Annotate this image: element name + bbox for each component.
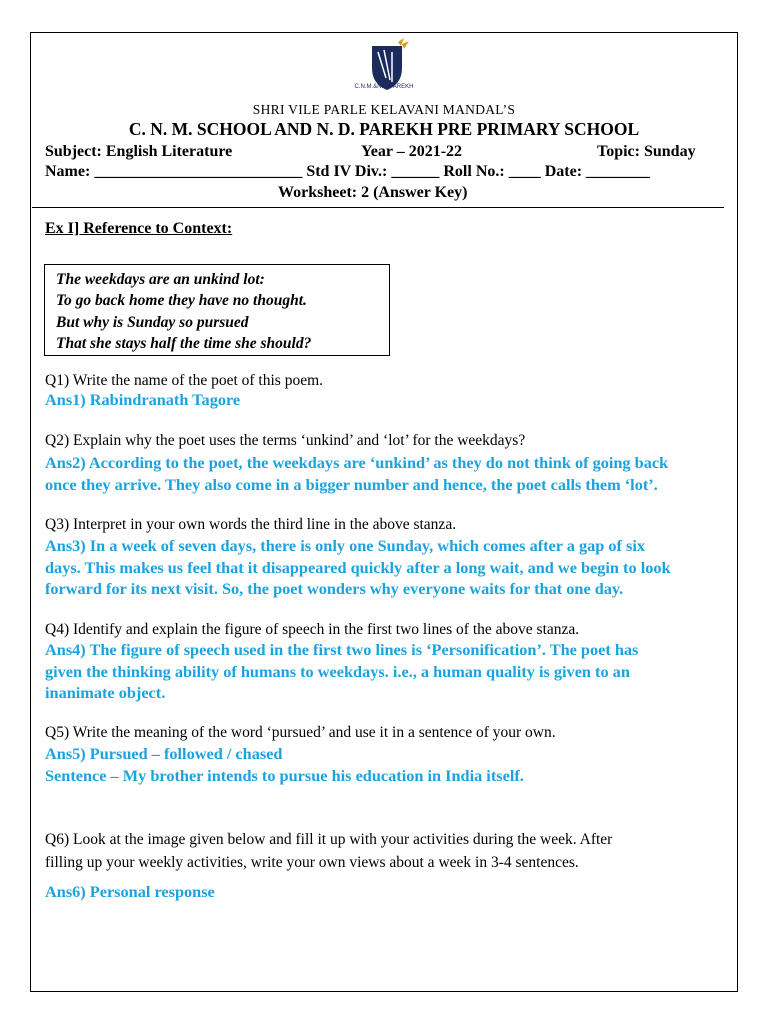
answer-line: Ans2) According to the poet, the weekdays are ‘unkind’ as they do not think of going back	[45, 453, 669, 472]
question-1: Q1) Write the name of the poet of this poem.	[45, 372, 324, 389]
poem-box	[44, 264, 390, 356]
answer-2	[45, 452, 668, 495]
subject-label: Subject: English Literature	[45, 143, 233, 160]
answer-line: Ans5) Pursued – followed / chased	[45, 744, 283, 763]
question-6	[45, 828, 612, 874]
answer-3	[45, 535, 671, 600]
question-5: Q5) Write the meaning of the word ‘pursued’ and use it in a sentence of your own.	[45, 724, 556, 741]
answer-line: Ans3) In a week of seven days, there is only one Sunday, which comes after a gap of six	[45, 536, 646, 555]
year-label: Year – 2021-22	[361, 143, 463, 160]
poem-line: But why is Sunday so pursued	[56, 313, 249, 331]
answer-1: Ans1) Rabindranath Tagore	[45, 390, 241, 409]
poem-line: The weekdays are an unkind lot:	[56, 271, 265, 288]
answer-line: Ans4) The figure of speech used in the first two lines is ‘Personification’. The poet has	[45, 640, 639, 659]
school-name: C. N. M. SCHOOL AND N. D. PAREKH PRE PRIMARY SCHOOL	[128, 119, 640, 139]
answer-line: given the thinking ability of humans to weekdays. i.e., a human quality is given to an	[45, 661, 630, 681]
mandal-name: SHRI VILE PARLE KELAVANI MANDAL’S	[252, 102, 516, 117]
answer-line: days. This makes us feel that it disappeared quickly after a long wait, and we begin to look	[45, 557, 671, 577]
topic-label: Topic: Sunday	[597, 143, 696, 160]
poem-line: That she stays half the time she should?	[56, 334, 312, 352]
question-3: Q3) Interpret in your own words the third line in the above stanza.	[45, 516, 457, 533]
answer-6: Ans6) Personal response	[45, 882, 215, 901]
logo-caption: C.N.M.&N.D.PAREKH	[354, 84, 414, 90]
worksheet-title: Worksheet: 2 (Answer Key)	[278, 184, 468, 201]
answer-5	[45, 743, 524, 786]
answer-4	[45, 639, 638, 704]
answer-line: Sentence – My brother intends to pursue his education in India itself.	[45, 765, 524, 785]
answer-line: once they arrive. They also come in a bigger number and hence, the poet calls them ‘lot’.	[45, 474, 658, 494]
poem-line: To go back home they have no thought.	[56, 292, 307, 310]
question-line: filling up your weekly activities, write your own views about a week in 3-4 sentences.	[45, 854, 579, 871]
question-4: Q4) Identify and explain the figure of speech in the first two lines of the above stanza.	[45, 621, 580, 638]
name-line: Name: __________________________ Std IV Div.: ______ Roll No.: ____ Date: ________	[45, 163, 651, 180]
question-2: Q2) Explain why the poet uses the terms ‘unkind’ and ‘lot’ for the weekdays?	[45, 432, 526, 449]
answer-line: inanimate object.	[45, 683, 166, 702]
section-title: Ex I] Reference to Context:	[45, 220, 233, 237]
answer-line: forward for its next visit. So, the poet wonders why everyone waits for that one day.	[45, 579, 624, 598]
question-line: Q6) Look at the image given below and fill it up with your activities during the week. After	[45, 831, 613, 848]
header-divider	[32, 207, 724, 208]
